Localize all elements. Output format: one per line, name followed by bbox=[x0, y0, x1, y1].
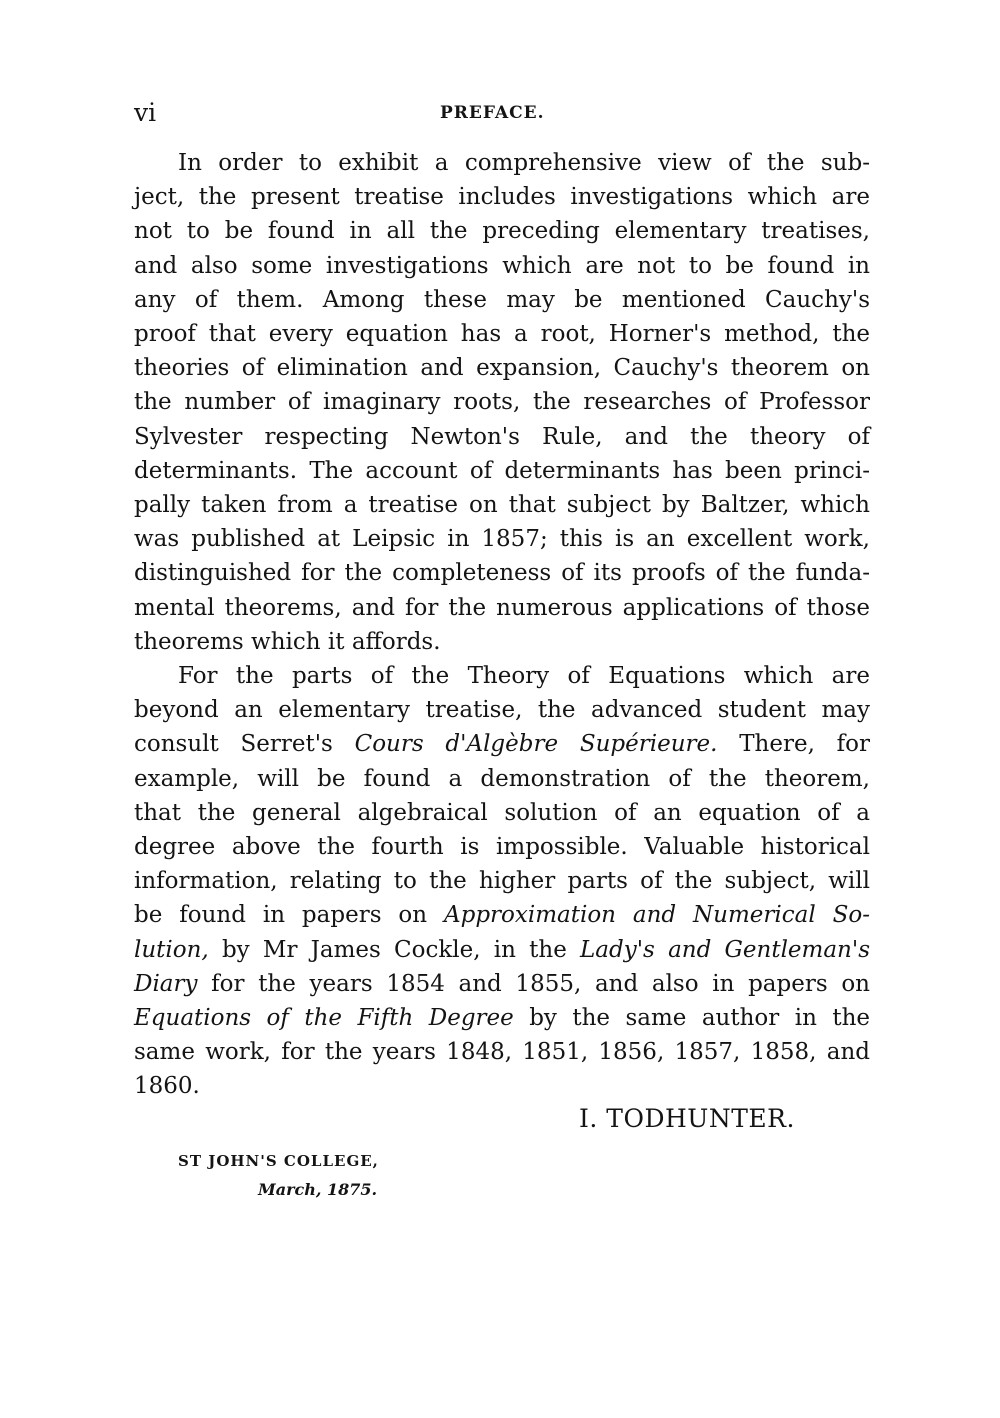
paper-title: lution, bbox=[134, 936, 209, 963]
text-run: by Mr James Cockle, in the bbox=[208, 936, 581, 963]
text-line: that the general algebraical solution of an equation of a bbox=[134, 799, 870, 826]
text-line: the number of imaginary roots, the researches of Professor bbox=[134, 389, 870, 416]
journal-title: Diary bbox=[134, 970, 198, 997]
text-line: Sylvester respecting Newton's Rule, and the theory of bbox=[134, 423, 870, 450]
paragraph-1 bbox=[134, 146, 870, 659]
text-line: ject, the present treatise includes investigations which are bbox=[134, 184, 870, 211]
signature-date bbox=[258, 1180, 377, 1199]
text-line bbox=[134, 1001, 870, 1035]
text-line: example, will be found a demonstration of the theorem, bbox=[134, 765, 870, 792]
paper-title: Equations of the Fifth Degree bbox=[134, 1005, 514, 1032]
text-line: For the parts of the Theory of Equations which are bbox=[178, 663, 870, 689]
text-line: 1860. bbox=[134, 1073, 200, 1100]
text-line: information, relating to the higher parts of the subject, will bbox=[134, 868, 870, 895]
text-line: pally taken from a treatise on that subject by Baltzer, which bbox=[134, 492, 870, 519]
text-line: determinants. The account of determinants has been princi- bbox=[134, 457, 870, 484]
text-line: theories of elimination and expansion, Cauchy's theorem on bbox=[134, 355, 870, 382]
text-line: beyond an elementary treatise, the advanced student may bbox=[134, 697, 870, 724]
text-line: distinguished for the completeness of its proofs of the funda- bbox=[134, 560, 870, 587]
text-line: same work, for the years 1848, 1851, 1856, 1857, 1858, and bbox=[134, 1039, 870, 1066]
book-title: Cours d'Algèbre Supérieure. bbox=[354, 731, 718, 758]
running-title: PREFACE. bbox=[440, 103, 545, 123]
text-line: theorems which it affords. bbox=[134, 628, 441, 655]
text-run: There, for bbox=[717, 731, 870, 758]
page-number: vi bbox=[134, 98, 157, 127]
paper-title: Approximation and Numerical So- bbox=[443, 902, 870, 929]
text-run: by the same author in the bbox=[513, 1005, 870, 1032]
text-line: any of them. Among these may be mentioned Cauchy's bbox=[134, 286, 870, 313]
journal-title: Lady's and Gentleman's bbox=[580, 936, 870, 963]
signature-place: ST JOHN'S COLLEGE, bbox=[178, 1152, 379, 1170]
text-run: consult Serret's bbox=[134, 731, 355, 758]
signature-date-text: March, 1875. bbox=[258, 1180, 378, 1199]
text-line bbox=[134, 933, 870, 967]
text-line: not to be found in all the preceding elementary treatises, bbox=[134, 218, 870, 245]
text-line bbox=[134, 967, 870, 1001]
text-line: degree above the fourth is impossible. Valuable historical bbox=[134, 834, 870, 861]
author-signature: I. TODHUNTER. bbox=[579, 1104, 795, 1133]
paragraph-2 bbox=[134, 659, 870, 1104]
text-line bbox=[134, 898, 870, 932]
text-run: be found in papers on bbox=[134, 902, 444, 929]
text-line: mental theorems, and for the numerous applications of those bbox=[134, 594, 870, 621]
text-run: for the years 1854 and 1855, and also in papers on bbox=[197, 970, 870, 997]
text-line bbox=[134, 727, 870, 761]
text-line: In order to exhibit a comprehensive view of the sub- bbox=[178, 150, 870, 176]
text-line: and also some investigations which are not to be found in bbox=[134, 252, 870, 279]
text-line: proof that every equation has a root, Horner's method, the bbox=[134, 321, 870, 348]
text-line: was published at Leipsic in 1857; this is an excellent work, bbox=[134, 526, 870, 553]
